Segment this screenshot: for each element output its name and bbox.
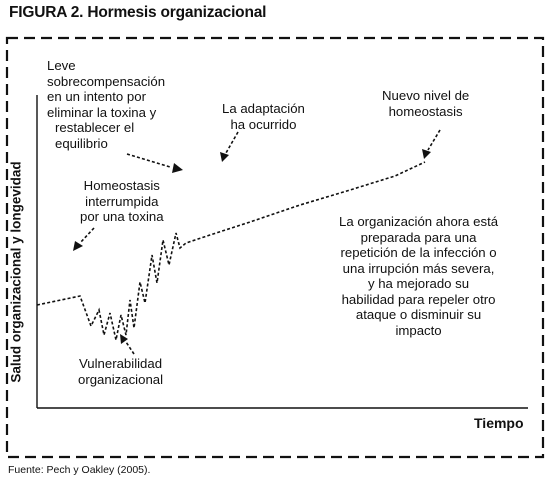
arrow-interrupted: [73, 228, 94, 251]
arrow-vulnerability: [120, 334, 134, 354]
arrow-adaptation: [220, 132, 238, 162]
arrow-new-level: [422, 130, 440, 159]
annotation-adaptation: La adaptación ha ocurrido: [222, 101, 305, 132]
annotation-vulnerability: Vulnerabilidad organizacional: [78, 356, 164, 387]
annotation-interrupted: Homeostasis interrumpida por una toxina: [80, 178, 164, 224]
annotation-prepared: La organización ahora está preparada para una repetición de la infección o una irrupción más severa, y ha mejorado su habilidad para repeler otro ataque o disminuir su impacto: [339, 214, 499, 338]
figure-source: Fuente: Pech y Oakley (2005).: [8, 464, 151, 476]
annotation-new-level: Nuevo nivel de homeostasis: [382, 88, 470, 119]
figure-title: FIGURA 2. Hormesis organizacional: [9, 4, 267, 21]
arrow-overcompensation: [127, 154, 183, 173]
annotation-overcompensation: Leve sobrecompensación en un intento por eliminar la toxina y restablecer el equilibrio: [47, 58, 166, 151]
x-axis-label: Tiempo: [474, 415, 524, 431]
y-axis-label: Salud organizacional y longevidad: [8, 161, 24, 383]
